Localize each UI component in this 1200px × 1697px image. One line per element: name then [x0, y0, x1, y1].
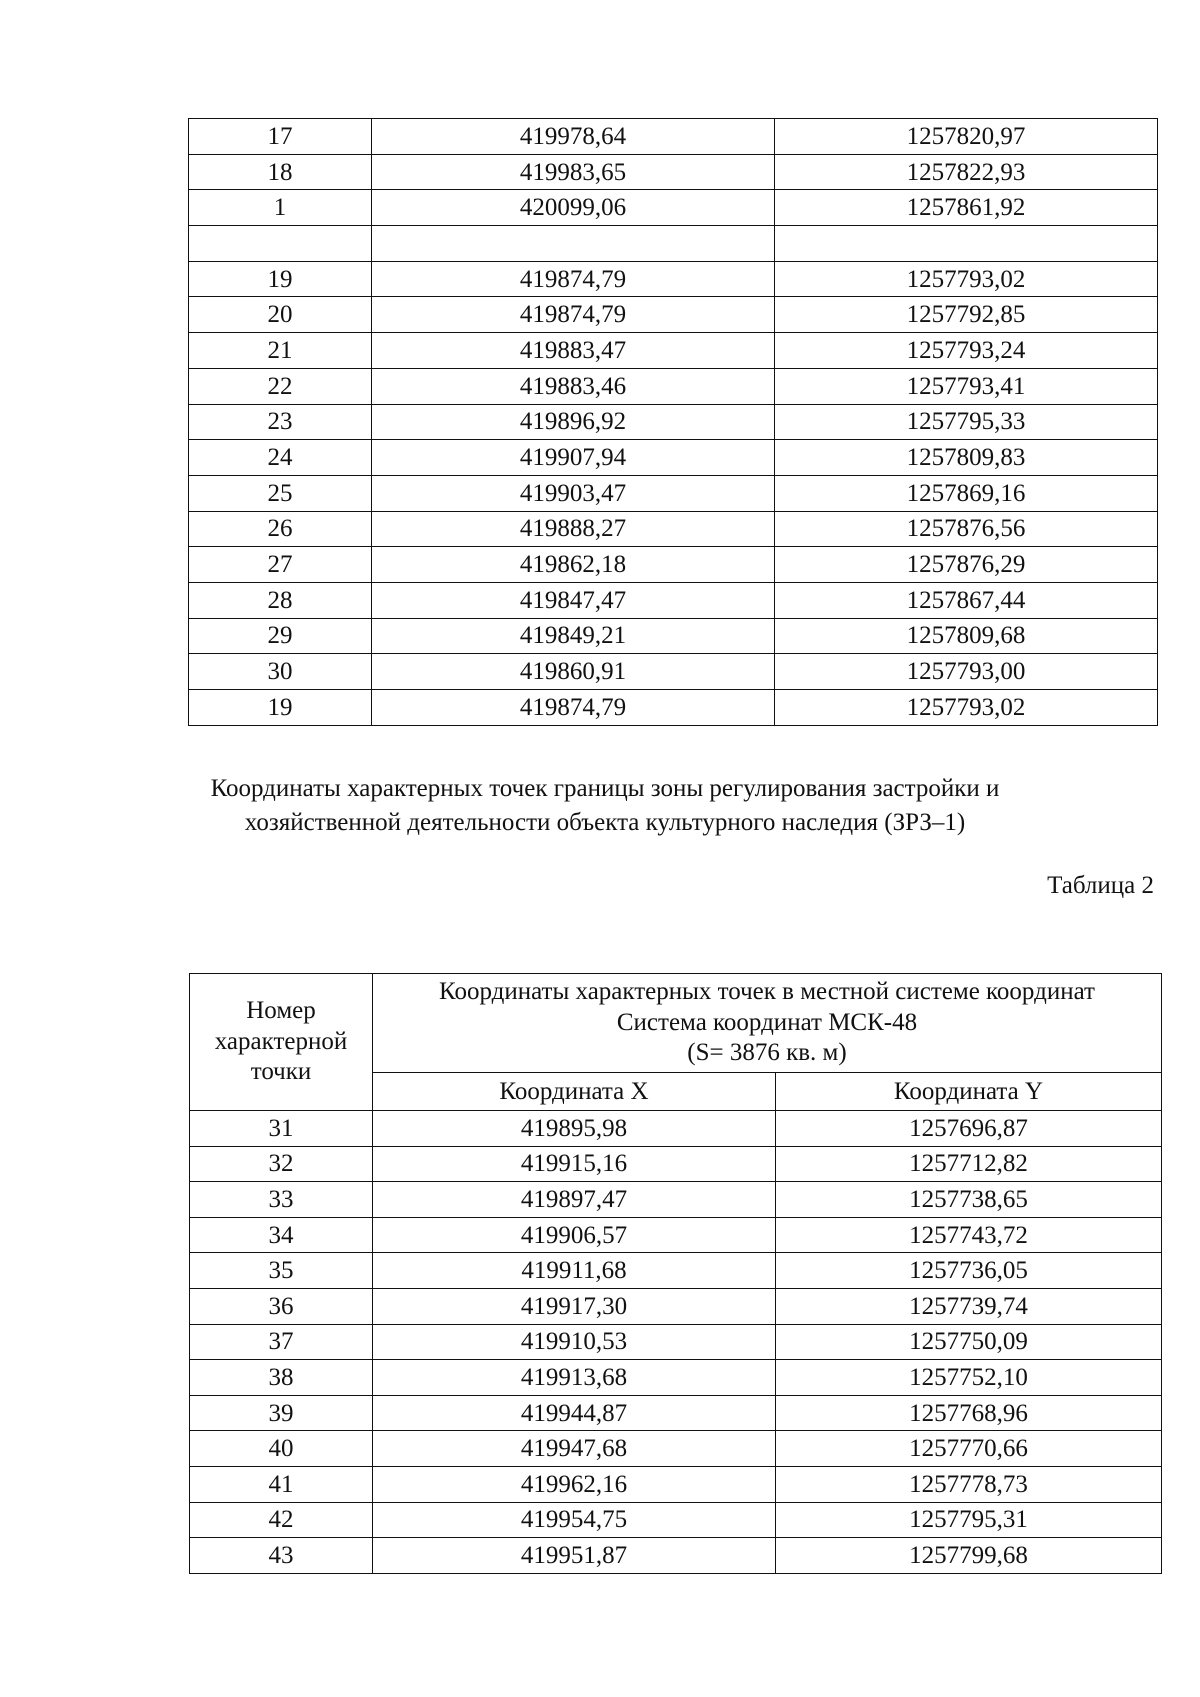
table-row [189, 119, 1158, 155]
coordinates-group-header [373, 974, 1162, 1073]
table-row [190, 1502, 1162, 1538]
point-number-cell: 31 [190, 1111, 373, 1147]
point-number-cell: 21 [189, 333, 372, 369]
point-number-cell: 18 [189, 154, 372, 190]
column-x-header: Координата X [373, 1073, 776, 1111]
table-row [189, 511, 1158, 547]
table-row [190, 1466, 1162, 1502]
coordinate-y-cell: 1257795,33 [775, 404, 1158, 440]
table-row [189, 582, 1158, 618]
point-number-cell: 17 [189, 119, 372, 155]
point-number-cell: 29 [189, 618, 372, 654]
coordinate-x-cell: 419911,68 [373, 1253, 776, 1289]
table-row [190, 1360, 1162, 1396]
coordinate-y-cell: 1257809,83 [775, 440, 1158, 476]
table-row [190, 1431, 1162, 1467]
coordinate-y-cell: 1257861,92 [775, 190, 1158, 226]
table-row [190, 1111, 1162, 1147]
coordinate-y-cell: 1257795,31 [776, 1502, 1162, 1538]
table-row [189, 190, 1158, 226]
coordinate-x-cell: 419874,79 [372, 297, 775, 333]
coordinate-x-cell: 419860,91 [372, 654, 775, 690]
coordinate-y-cell: 1257696,87 [776, 1111, 1162, 1147]
point-number-cell: 42 [190, 1502, 373, 1538]
point-number-cell: 39 [190, 1395, 373, 1431]
coordinate-x-cell: 419874,79 [372, 690, 775, 726]
coordinate-y-cell: 1257752,10 [776, 1360, 1162, 1396]
coordinate-y-cell: 1257876,29 [775, 547, 1158, 583]
coordinate-y-cell: 1257869,16 [775, 475, 1158, 511]
table-row [189, 226, 1158, 262]
table-row [189, 690, 1158, 726]
coordinate-x-cell: 419888,27 [372, 511, 775, 547]
section-heading [150, 772, 1060, 840]
coordinate-x-cell: 419910,53 [373, 1324, 776, 1360]
point-number-cell: 43 [190, 1538, 373, 1574]
point-header-line-3: точки [250, 1058, 312, 1086]
coordinate-x-cell: 419874,79 [372, 261, 775, 297]
coordinate-x-cell: 419895,98 [373, 1111, 776, 1147]
table-row [190, 1324, 1162, 1360]
coordinate-y-cell [775, 226, 1158, 262]
table-label: Таблица 2 [1047, 872, 1154, 899]
table-1-body [189, 119, 1158, 726]
coordinate-y-cell: 1257793,02 [775, 261, 1158, 297]
coordinates-table-1 [188, 118, 1158, 726]
point-number-cell: 1 [189, 190, 372, 226]
coordinate-x-cell: 419907,94 [372, 440, 775, 476]
point-number-cell: 38 [190, 1360, 373, 1396]
coordinate-y-cell: 1257736,05 [776, 1253, 1162, 1289]
point-number-cell: 32 [190, 1146, 373, 1182]
point-number-cell: 28 [189, 582, 372, 618]
point-number-cell: 19 [189, 690, 372, 726]
heading-line-1: Координаты характерных точек границы зоны регулирования застройки и [210, 775, 1000, 802]
coordinate-y-cell: 1257738,65 [776, 1182, 1162, 1218]
coordinate-x-cell: 419862,18 [372, 547, 775, 583]
point-number-cell: 37 [190, 1324, 373, 1360]
table-row [190, 1146, 1162, 1182]
point-number-cell: 24 [189, 440, 372, 476]
point-header-line-2: характерной [214, 1027, 348, 1055]
point-number-cell: 26 [189, 511, 372, 547]
table-row [190, 1395, 1162, 1431]
table-row [189, 333, 1158, 369]
coordinate-y-cell: 1257809,68 [775, 618, 1158, 654]
table-2-body [190, 1111, 1162, 1574]
coordinate-y-cell: 1257820,97 [775, 119, 1158, 155]
coordinate-x-cell: 420099,06 [372, 190, 775, 226]
coordinate-y-cell: 1257778,73 [776, 1466, 1162, 1502]
coordinate-y-cell: 1257793,02 [775, 690, 1158, 726]
coordinate-y-cell: 1257743,72 [776, 1217, 1162, 1253]
point-number-cell: 40 [190, 1431, 373, 1467]
point-number-cell: 33 [190, 1182, 373, 1218]
coordinate-x-cell [372, 226, 775, 262]
coordinate-x-cell: 419896,92 [372, 404, 775, 440]
coordinate-x-cell: 419978,64 [372, 119, 775, 155]
coordinate-x-cell: 419847,47 [372, 582, 775, 618]
coordinate-x-cell: 419951,87 [373, 1538, 776, 1574]
coordinate-x-cell: 419913,68 [373, 1360, 776, 1396]
table-row [190, 1253, 1162, 1289]
table-row [190, 1538, 1162, 1574]
coordinates-table-2 [189, 973, 1162, 1574]
group-header-line-3: (S= 3876 кв. м) [687, 1039, 847, 1067]
column-y-header: Координата Y [776, 1073, 1162, 1111]
coordinate-x-cell: 419849,21 [372, 618, 775, 654]
group-header-line-1: Координаты характерных точек в местной системе координат [439, 978, 1095, 1006]
coordinate-x-cell: 419897,47 [373, 1182, 776, 1218]
table-row [190, 1182, 1162, 1218]
coordinate-y-cell: 1257822,93 [775, 154, 1158, 190]
table-row [189, 261, 1158, 297]
coordinate-x-cell: 419903,47 [372, 475, 775, 511]
coordinate-x-cell: 419883,47 [372, 333, 775, 369]
table-row [190, 1217, 1162, 1253]
coordinate-y-cell: 1257793,41 [775, 368, 1158, 404]
table-row [189, 154, 1158, 190]
point-number-cell: 27 [189, 547, 372, 583]
coordinate-y-cell: 1257712,82 [776, 1146, 1162, 1182]
table-row [189, 547, 1158, 583]
table-row [189, 618, 1158, 654]
coordinate-y-cell: 1257768,96 [776, 1395, 1162, 1431]
group-header-line-2: Система координат МСК-48 [616, 1008, 918, 1036]
coordinate-x-cell: 419883,46 [372, 368, 775, 404]
point-number-cell: 34 [190, 1217, 373, 1253]
coordinate-x-cell: 419944,87 [373, 1395, 776, 1431]
coordinate-y-cell: 1257792,85 [775, 297, 1158, 333]
table-row [189, 297, 1158, 333]
coordinate-y-cell: 1257739,74 [776, 1288, 1162, 1324]
coordinate-x-cell: 419983,65 [372, 154, 775, 190]
point-number-cell: 19 [189, 261, 372, 297]
point-number-cell: 41 [190, 1466, 373, 1502]
table-row [189, 440, 1158, 476]
point-number-cell: 20 [189, 297, 372, 333]
coordinate-y-cell: 1257867,44 [775, 582, 1158, 618]
coordinate-x-cell: 419947,68 [373, 1431, 776, 1467]
heading-line-2: хозяйственной деятельности объекта культурного наследия (ЗРЗ–1) [244, 809, 966, 836]
table-2-header [190, 974, 1162, 1111]
coordinate-y-cell: 1257793,00 [775, 654, 1158, 690]
table-row [189, 475, 1158, 511]
point-number-cell: 35 [190, 1253, 373, 1289]
point-number-cell: 30 [189, 654, 372, 690]
point-number-cell: 23 [189, 404, 372, 440]
table-row [189, 654, 1158, 690]
table-row [189, 404, 1158, 440]
point-number-cell: 25 [189, 475, 372, 511]
table-row [190, 1288, 1162, 1324]
point-number-header [190, 974, 373, 1111]
point-number-cell: 36 [190, 1288, 373, 1324]
point-header-line-1: Номер [246, 997, 316, 1025]
coordinate-x-cell: 419917,30 [373, 1288, 776, 1324]
coordinate-y-cell: 1257876,56 [775, 511, 1158, 547]
coordinate-y-cell: 1257750,09 [776, 1324, 1162, 1360]
coordinate-x-cell: 419962,16 [373, 1466, 776, 1502]
point-number-cell: 22 [189, 368, 372, 404]
coordinate-y-cell: 1257770,66 [776, 1431, 1162, 1467]
point-number-cell [189, 226, 372, 262]
coordinate-x-cell: 419906,57 [373, 1217, 776, 1253]
table-row [189, 368, 1158, 404]
coordinate-x-cell: 419954,75 [373, 1502, 776, 1538]
coordinate-x-cell: 419915,16 [373, 1146, 776, 1182]
coordinate-y-cell: 1257799,68 [776, 1538, 1162, 1574]
coordinate-y-cell: 1257793,24 [775, 333, 1158, 369]
